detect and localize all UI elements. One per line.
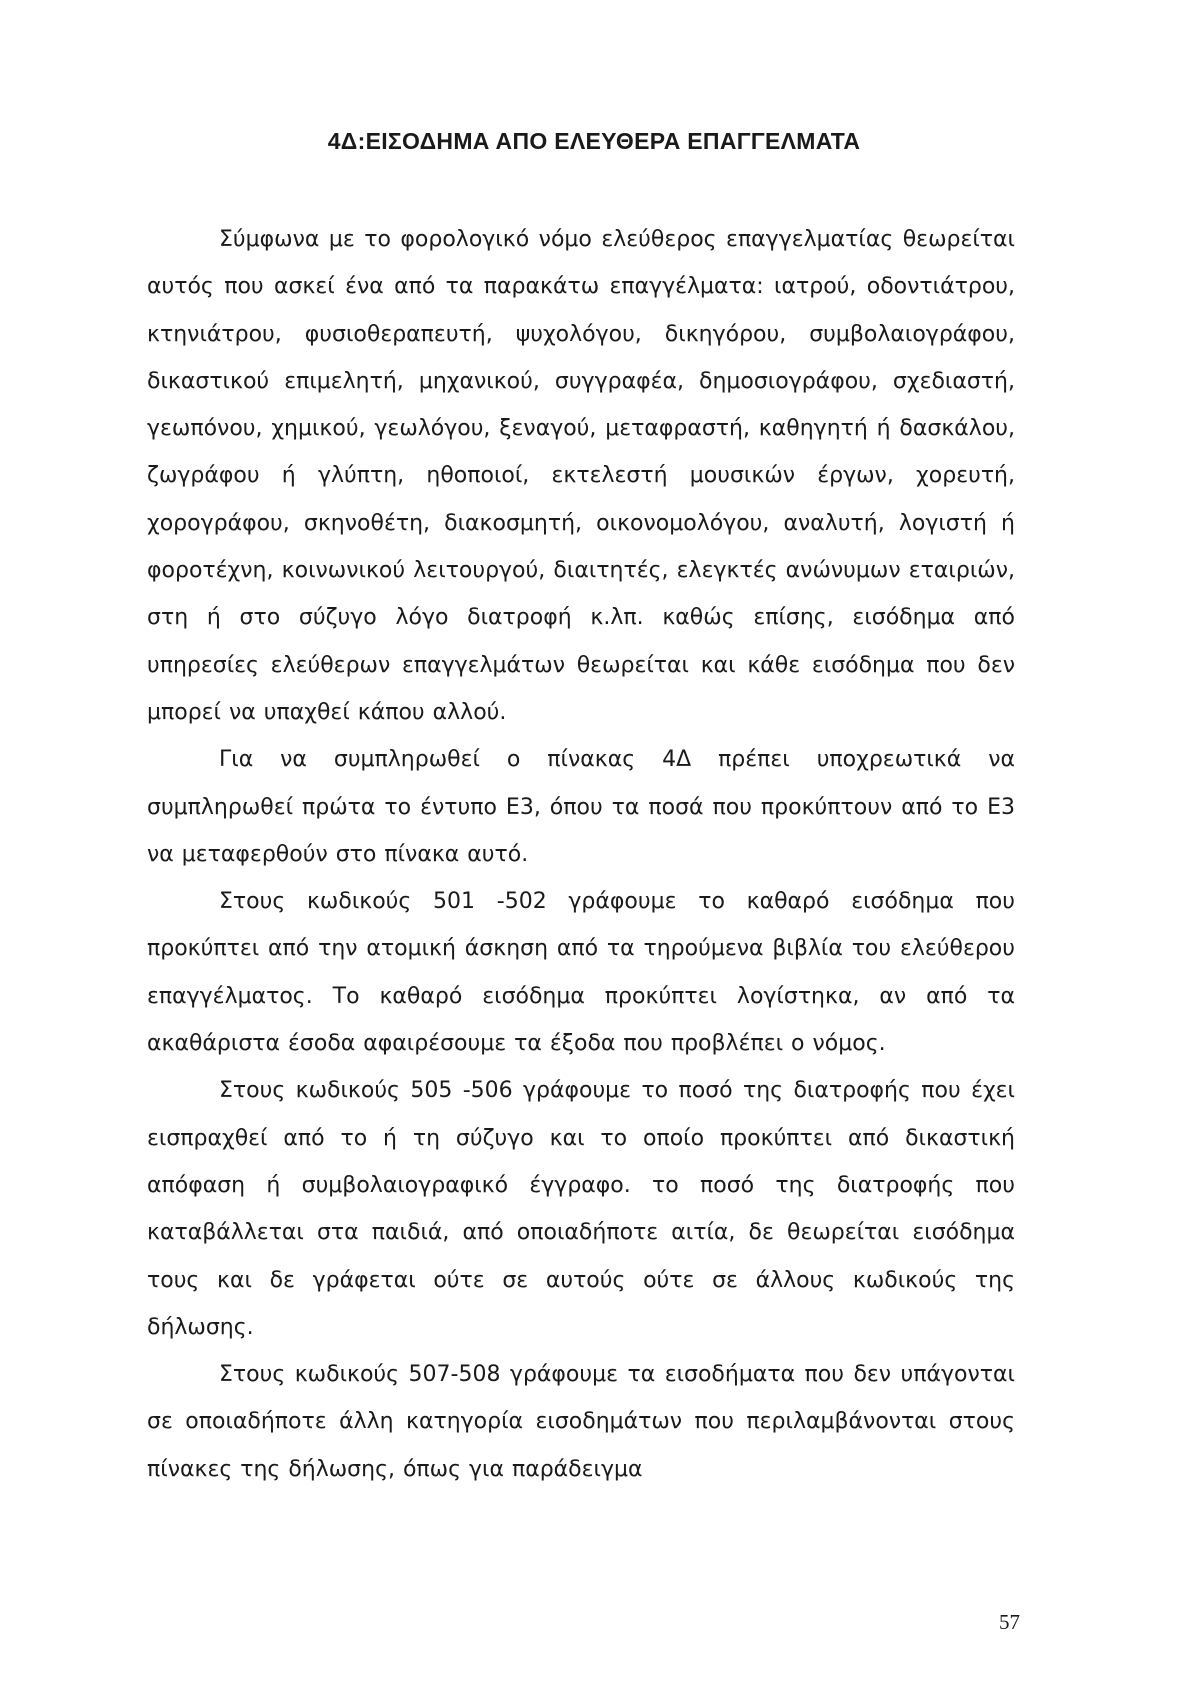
paragraph-e3-form: Για να συμπληρωθεί ο πίνακας 4Δ πρέπει υποχρεωτικά να συμπληρωθεί πρώτα το έντυπο Ε3, όπου τα ποσά που προκύπτουν από το Ε3 να μεταφερθούν στο πίνακα αυτό.: [147, 747, 1015, 867]
page-number: 57: [999, 1610, 1020, 1634]
paragraph-codes-505-506: Στους κωδικούς 505 -506 γράφουμε το ποσό της διατροφής που έχει εισπραχθεί από το ή τη σύζυγο και το οποίο προκύπτει από δικαστική απόφαση ή συμβολαιογραφικό έγγραφο. το ποσό της διατροφής που καταβάλλεται στα παιδιά, από οποιαδήποτε αιτία, δε θεωρείται εισόδημα τους και δε γράφεται ούτε σε αυτούς ούτε σε άλλους κωδικούς της δήλωσης.: [147, 1078, 1015, 1340]
paragraph-codes-501-502: Στους κωδικούς 501 -502 γράφουμε το καθαρό εισόδημα που προκύπτει από την ατομική άσκηση από τα τηρούμενα βιβλία του ελεύθερου επαγγέλματος. Το καθαρό εισόδημα προκύπτει λογίστηκα, αν από τα ακαθάριστα έσοδα αφαιρέσουμε τα έξοδα που προβλέπει ο νόμος.: [147, 889, 1015, 1057]
paragraph-codes-507-508: Στους κωδικούς 507-508 γράφουμε τα εισοδήματα που δεν υπάγονται σε οποιαδήποτε άλλη κατηγορία εισοδημάτων που περιλαμβάνονται στους πίνακες της δήλωσης, όπως για παράδειγμα: [147, 1362, 1015, 1482]
body-text: [147, 216, 1015, 1493]
paragraph-definition: Σύμφωνα με το φορολογικό νόμο ελεύθερος επαγγελματίας θεωρείται αυτός που ασκεί ένα από τα παρακάτω επαγγέλματα: ιατρού, οδοντιάτρου, κτηνιάτρου, φυσιοθεραπευτή, ψυχολόγου, δικηγόρου, συμβολαιογράφου, δικαστικού επιμελητή, μηχανικού, συγγραφέα, δημοσιογράφου, σχεδιαστή, γεωπόνου, χημικού, γεωλόγου, ξεναγού, μεταφραστή, καθηγητή ή δασκάλου, ζωγράφου ή γλύπτη, ηθοποιοί, εκτελεστή μουσικών έργων, χορευτή, χορογράφου, σκηνοθέτη, διακοσμητή, οικονομολόγου, αναλυτή, λογιστή ή φοροτέχνη, κοινωνικού λειτουργού, διαιτητές, ελεγκτές ανώνυμων εταιριών, στη ή στο σύζυγο λόγο διατροφή κ.λπ. καθώς επίσης, εισόδημα από υπηρεσίες ελεύθερων επαγγελμάτων θεωρείται και κάθε εισόδημα που δεν μπορεί να υπαχθεί κάπου αλλού.: [147, 227, 1015, 725]
page-title: 4Δ:ΕΙΣΟΔΗΜΑ ΑΠΟ ΕΛΕΥΘΕΡΑ ΕΠΑΓΓΕΛΜΑΤΑ: [327, 128, 861, 154]
